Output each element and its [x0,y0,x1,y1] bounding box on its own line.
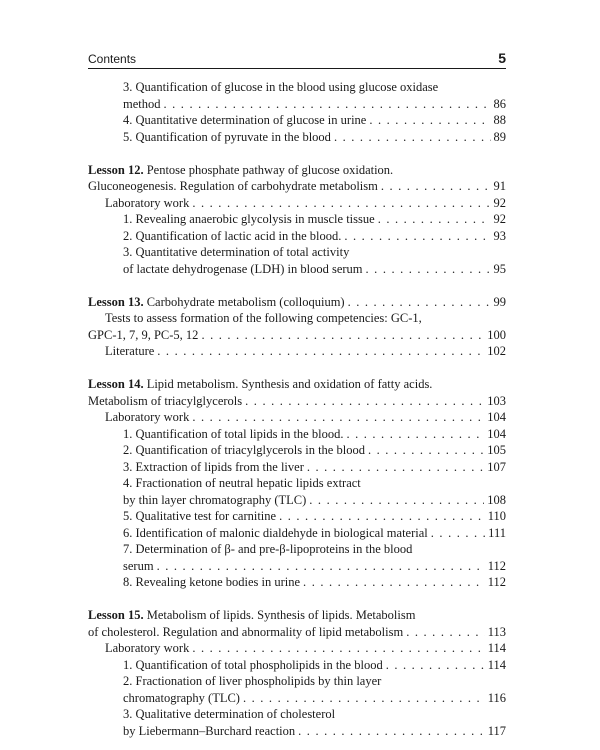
running-header [88,50,506,66]
page-ref: 102 [487,344,506,358]
page-ref: 99 [493,294,506,309]
page-ref: 107 [487,459,506,474]
lesson-label: Lesson 14. [88,377,144,391]
header-rule [88,68,506,69]
toc-literature[interactable]: Literature . . . 102 [88,343,506,360]
page-ref: 100 [487,327,506,342]
toc-entry[interactable]: 7. Determination of β- and pre-β-lipoproteins in the blood serum . . . 112 [88,541,506,574]
toc-entry[interactable]: 1. Quantification of total phospholipids in the blood . . . 114 [88,657,506,674]
toc-entry[interactable]: 5. Qualitative test for carnitine . . . 110 [88,508,506,525]
page-ref: 88 [493,113,506,127]
page-ref: 116 [487,690,506,705]
page-ref: 86 [493,96,506,111]
toc-entry[interactable]: 3. Qualitative determination of cholesterol by Liebermann–Burchard reaction . . . 117 [88,706,506,739]
toc-entry[interactable]: 2. Quantification of triacylglycerols in the blood . . . 105 [88,442,506,459]
header-page-number: 5 [498,50,506,66]
toc-entry[interactable]: 1. Quantification of total lipids in the blood. . . . 104 [88,426,506,443]
header-title: Contents [88,52,137,66]
page-ref: 114 [487,657,506,672]
toc-lesson-12 [88,162,506,278]
page-ref: 95 [493,261,506,276]
toc-lesson-14 [88,376,506,591]
toc-continuation [88,79,506,145]
toc-entry[interactable]: 1. Revealing anaerobic glycolysis in muscle tissue . . . 92 [88,211,506,228]
toc-lesson-heading[interactable]: Lesson 12. Pentose phosphate pathway of glucose oxidation. Gluconeogenesis. Regulation of carbohydrate metabolism . . . 91 [88,162,506,195]
page-ref: 113 [487,624,506,639]
toc-entry[interactable]: 6. Identification of malonic dialdehyde in biological material . . . 111 [88,525,506,542]
page-ref: 117 [487,723,506,738]
page-ref: 111 [488,525,506,540]
page-ref: 110 [487,509,506,523]
page-ref: 112 [487,575,506,589]
page-ref: 92 [493,195,506,210]
toc-lesson-heading[interactable]: Lesson 13. Carbohydrate metabolism (colloquium) . . . 99 [88,294,506,311]
page-ref: 112 [487,558,506,573]
lesson-label: Lesson 15. [88,608,144,622]
toc-lesson-15 [88,607,506,739]
page-ref: 93 [493,228,506,243]
page-ref: 104 [487,410,506,424]
table-of-contents [88,79,506,739]
lesson-label: Lesson 12. [88,162,144,177]
toc-laboratory-work[interactable]: Laboratory work . . . 92 [88,195,506,212]
toc-entry[interactable]: 4. Fractionation of neutral hepatic lipids extract by thin layer chromatography (TLC) . . . 108 [88,475,506,508]
toc-entry[interactable]: 3. Quantification of glucose in the blood using glucose oxidase method . . . 86 [88,79,506,112]
toc-tests-entry[interactable]: Tests to assess formation of the following competencies: GC-1, GPC-1, 7, 9, PC-5, 12 . . . 100 [88,310,506,343]
toc-entry[interactable]: 3. Extraction of lipids from the liver . . . 107 [88,459,506,476]
page-ref: 108 [487,492,506,507]
toc-entry[interactable]: 5. Quantification of pyruvate in the blood . . . 89 [88,129,506,146]
toc-lesson-heading[interactable]: Lesson 15. Metabolism of lipids. Synthesis of lipids. Metabolism of cholesterol. Regulation and abnormality of lipid metabolism . . . 113 [88,607,506,640]
page-ref: 91 [493,179,506,193]
page-ref: 89 [493,129,506,144]
toc-laboratory-work[interactable]: Laboratory work . . . 104 [88,409,506,426]
page-ref: 92 [493,212,506,226]
toc-entry[interactable]: 2. Fractionation of liver phospholipids by thin layer chromatography (TLC) . . . 116 [88,673,506,706]
toc-entry[interactable]: 2. Quantification of lactic acid in the blood. . . . 93 [88,228,506,245]
toc-entry[interactable]: 3. Quantitative determination of total activity of lactate dehydrogenase (LDH) in blood serum . . . 95 [88,244,506,277]
page-ref: 104 [487,426,506,441]
page-ref: 103 [487,393,506,408]
toc-lesson-13 [88,294,506,360]
toc-entry[interactable]: 8. Revealing ketone bodies in urine . . . 112 [88,574,506,591]
lesson-label: Lesson 13. [88,294,144,309]
page-ref: 114 [487,641,506,655]
toc-entry[interactable]: 4. Quantitative determination of glucose in urine . . . 88 [88,112,506,129]
page-ref: 105 [487,443,506,457]
toc-laboratory-work[interactable]: Laboratory work . . . 114 [88,640,506,657]
toc-lesson-heading[interactable]: Lesson 14. Lipid metabolism. Synthesis and oxidation of fatty acids. Metabolism of triacylglycerols . . . 103 [88,376,506,409]
